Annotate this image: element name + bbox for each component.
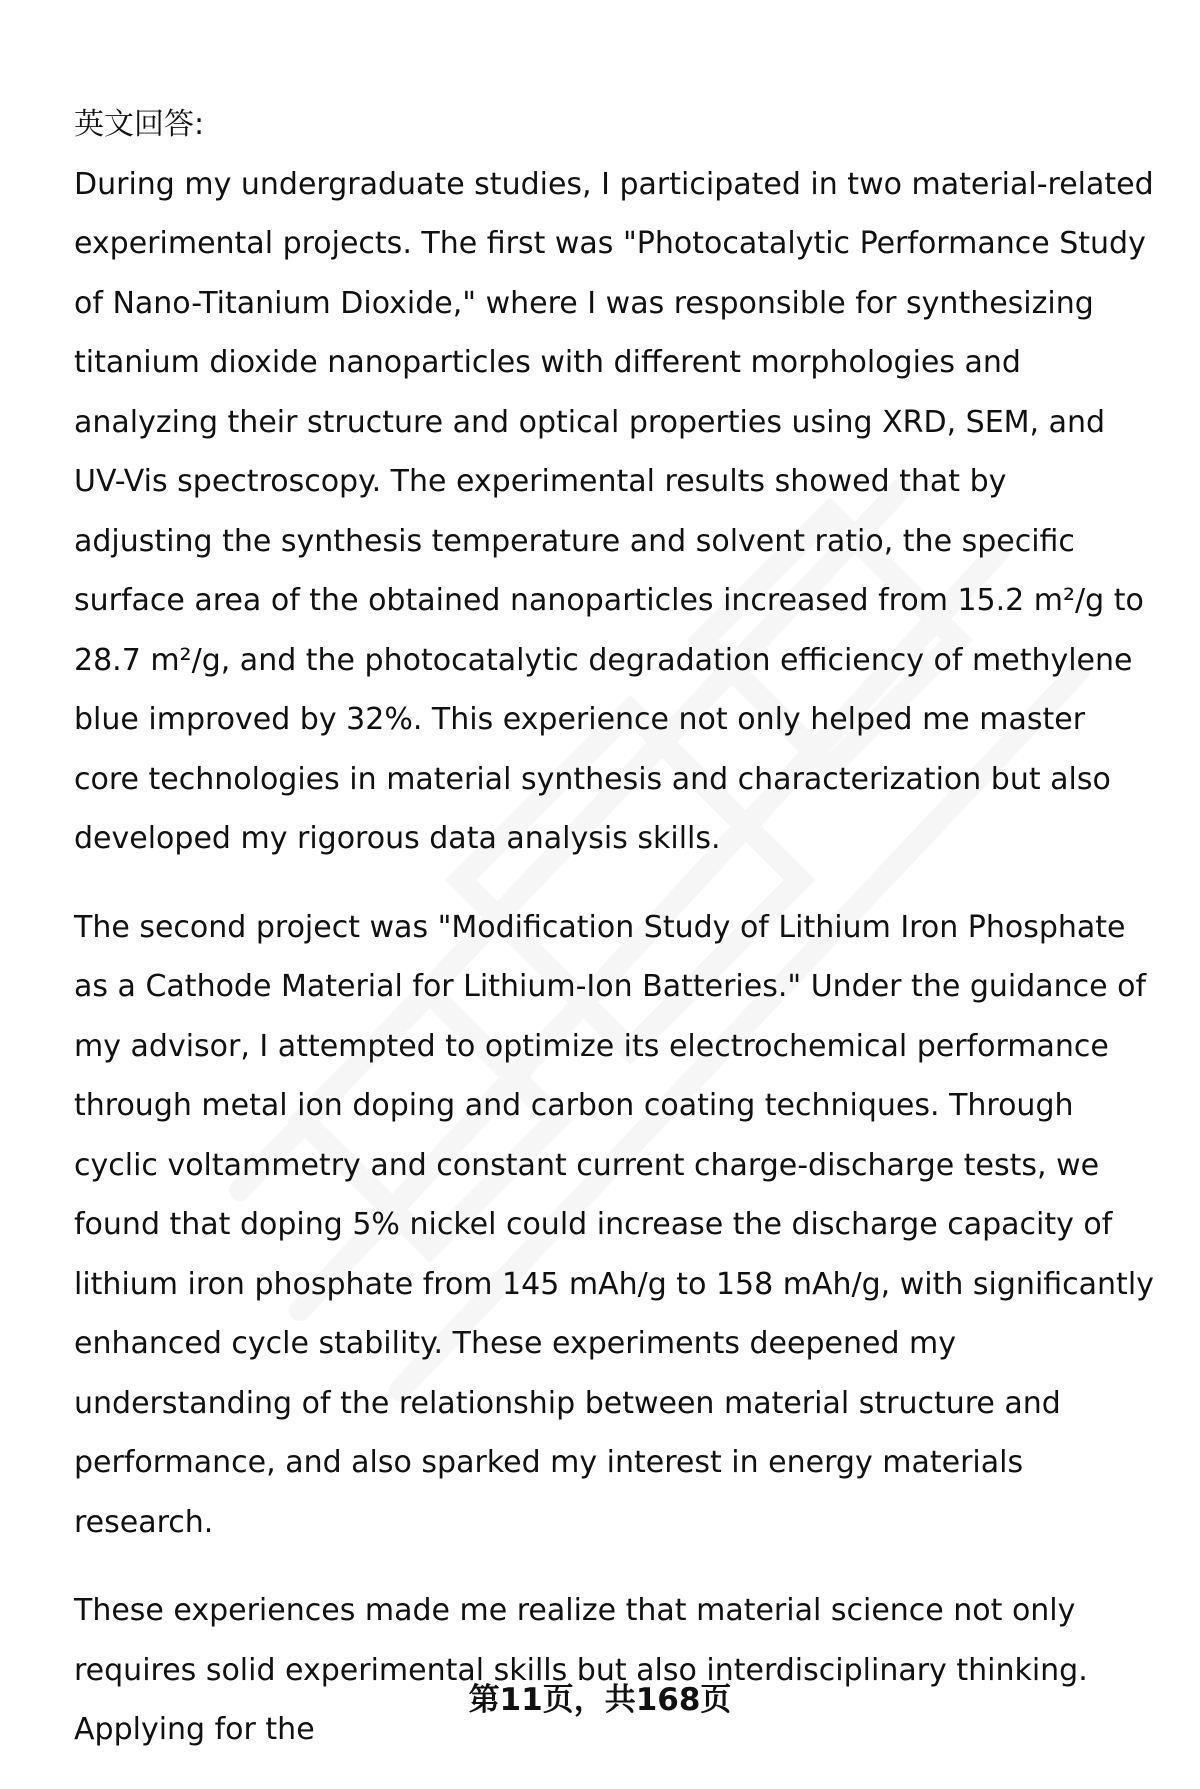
page-number: 第11页，共168页: [468, 1682, 732, 1718]
document-body: [74, 95, 1154, 1789]
paragraph-1: During my undergraduate studies, I participated in two material-related experimental projects. The first was "Photocatalytic Performance Study of Nano-Titanium Dioxide," where I was responsible for synthesizing titanium dioxide nanoparticles with different morphologies and analyzing their structure and optical properties using XRD, SEM, and UV-Vis spectroscopy. The experimental results showed that by adjusting the synthesis temperature and solvent ratio, the specific surface area of the obtained nanoparticles increased from 15.2 m²/g to 28.7 m²/g, and the photocatalytic degradation efficiency of methylene blue improved by 32%. This experience not only helped me master core technologies in material synthesis and characterization but also developed my rigorous data analysis skills.: [74, 166, 1154, 856]
answer-heading: 英文回答:: [74, 107, 205, 142]
paragraph-2: The second project was "Modification Study of Lithium Iron Phosphate as a Cathode Material for Lithium-Ion Batteries." Under the guidance of my advisor, I attempted to optimize its electrochemical performance through metal ion doping and carbon coating techniques. Through cyclic voltammetry and constant current charge-discharge tests, we found that doping 5% nickel could increase the discharge capacity of lithium iron phosphate from 145 mAh/g to 158 mAh/g, with significantly enhanced cycle stability. These experiments deepened my understanding of the relationship between material structure and performance, and also sparked my interest in energy materials research.: [74, 909, 1154, 1540]
paragraph-3: These experiences made me realize that material science not only requires solid experimental skills but also interdisciplinary thinking. Applying for the: [74, 1593, 1088, 1747]
